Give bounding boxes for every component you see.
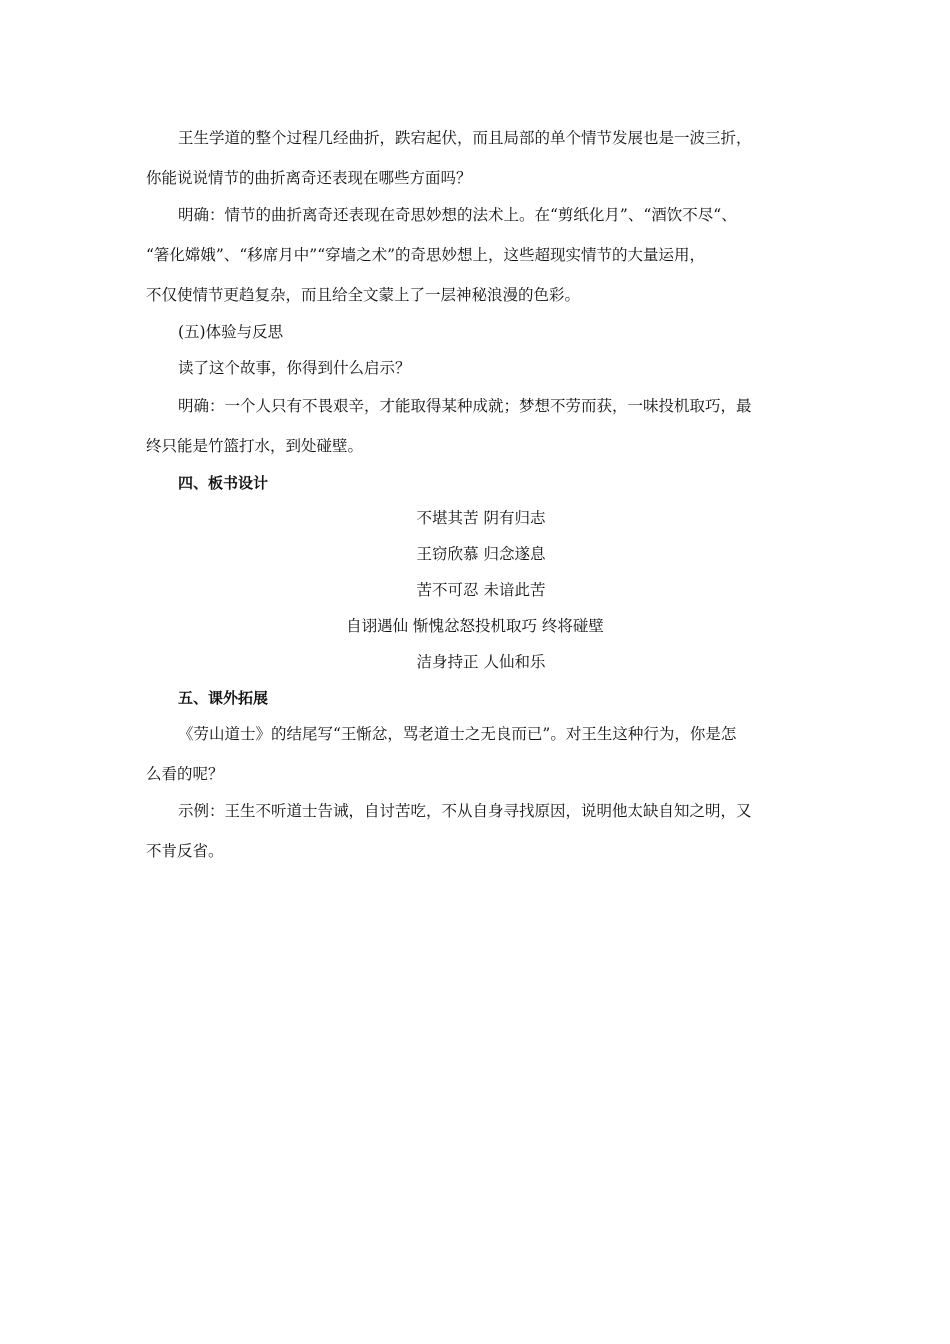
board-row: 苦不可忍 未谙此苦 — [416, 581, 546, 599]
board-row: 不堪其苦 阴有归志 — [416, 509, 546, 527]
paragraph-line: 终只能是竹篮打水，到处碰壁。 — [146, 437, 364, 455]
paragraph-line: 不仅使情节更趋复杂，而且给全文蒙上了一层神秘浪漫的色彩。 — [146, 286, 581, 304]
paragraph-line: 《劳山道士》的结尾写“王惭忿，骂老道士之无良而已”。对王生这种行为，你是怎 — [178, 725, 737, 743]
section-subtitle: (五)体验与反思 — [178, 323, 284, 341]
paragraph-line: 明确：一个人只有不畏艰辛，才能取得某种成就；梦想不劳而获，一味投机取巧，最 — [178, 397, 752, 415]
board-row: 洁身持正 人仙和乐 — [416, 653, 546, 671]
paragraph-line: 示例：王生不听道士告诫，自讨苦吃，不从自身寻找原因，说明他太缺自知之明，又 — [178, 802, 752, 820]
section-heading-extension: 五、课外拓展 — [178, 689, 269, 707]
paragraph-line: “箸化嫦娥”、“移席月中”“穿墙之术”的奇思妙想上，这些超现实情节的大量运用， — [146, 246, 706, 264]
paragraph-line: 明确：情节的曲折离奇还表现在奇思妙想的法术上。在“剪纸化月”、“酒饮不尽“、 — [178, 206, 737, 224]
paragraph-line: 读了这个故事，你得到什么启示？ — [178, 359, 411, 377]
section-heading-board-design: 四、板书设计 — [178, 474, 269, 492]
board-row: 自诩遇仙 惭愧忿怒投机取巧 终将碰壁 — [346, 617, 604, 635]
paragraph-line: 王生学道的整个过程几经曲折，跌宕起伏，而且局部的单个情节发展也是一波三折， — [178, 129, 752, 147]
paragraph-line: 不肯反省。 — [146, 842, 224, 860]
paragraph-line: 么看的呢？ — [146, 765, 224, 783]
paragraph-line: 你能说说情节的曲折离奇还表现在哪些方面吗？ — [146, 169, 472, 187]
board-row: 王窃欣慕 归念遂息 — [416, 545, 546, 563]
